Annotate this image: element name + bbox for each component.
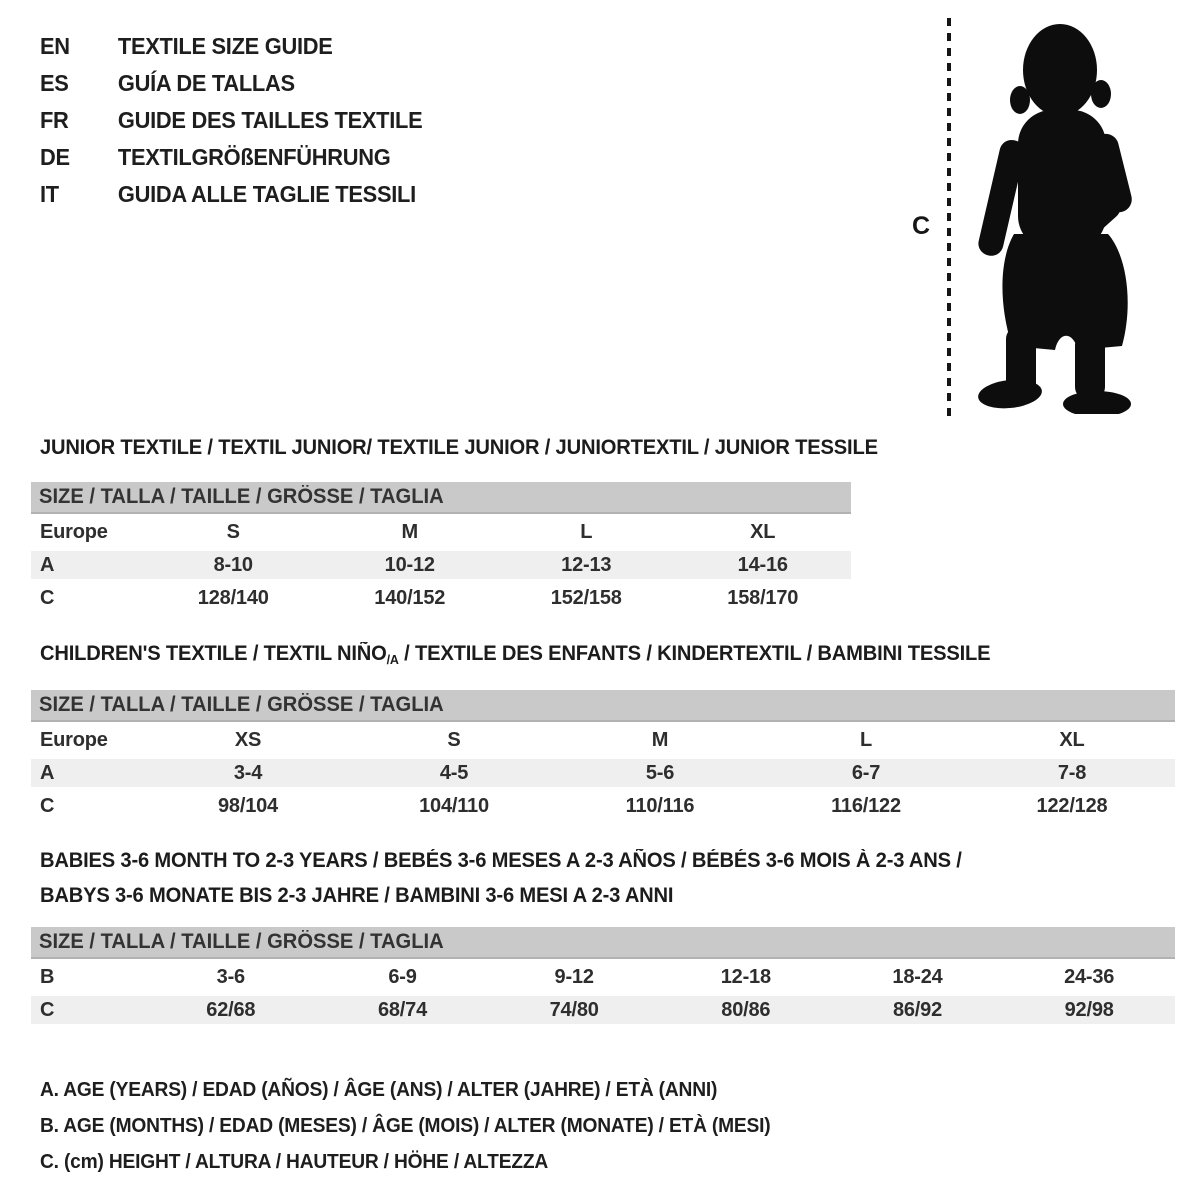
babies-section-title-line2: BABYS 3-6 MONATE BIS 2-3 JAHRE / BAMBINI 3-6 MESI A 2-3 ANNI [40, 884, 674, 907]
height-measure-dashed-line [947, 18, 951, 418]
children-row-height [31, 792, 1175, 820]
lang-row-fr [40, 102, 422, 139]
children-row-age [31, 759, 1175, 787]
months-cell: 12-18 [720, 965, 771, 988]
age-cell: 8-10 [213, 553, 253, 576]
junior-row-height [31, 584, 851, 612]
months-cell: 6-9 [388, 965, 417, 988]
height-cell: 92/98 [1064, 998, 1114, 1021]
months-cell: 24-36 [1064, 965, 1115, 988]
row-label: A [40, 761, 55, 784]
babies-size-header-bar [31, 927, 1175, 959]
height-cell: 98/104 [218, 794, 278, 817]
height-cell: 110/116 [625, 794, 695, 817]
children-title-prefix: CHILDREN'S TEXTILE / TEXTIL NIÑO [40, 642, 387, 665]
lang-title-it: GUIDA ALLE TAGLIE TESSILI [117, 181, 416, 207]
babies-size-header-text: SIZE / TALLA / TAILLE / GRÖSSE / TAGLIA [39, 930, 444, 953]
height-cell: 62/68 [206, 998, 256, 1021]
age-cell: 5-6 [645, 761, 675, 784]
babies-row-months [31, 963, 1175, 991]
lang-row-de [40, 139, 422, 176]
legend-line-c: C. (cm) HEIGHT / ALTURA / HAUTEUR / HÖHE / ALTEZZA [40, 1150, 549, 1173]
height-measure-label: C [912, 212, 931, 240]
lang-title-es: GUÍA DE TALLAS [117, 70, 295, 96]
age-cell: 7-8 [1057, 761, 1087, 784]
row-label: C [40, 586, 55, 609]
lang-code-fr: FR [40, 107, 69, 133]
lang-title-de: TEXTILGRÖßENFÜHRUNG [117, 144, 391, 170]
row-label: A [40, 553, 55, 576]
age-cell: 12-13 [561, 553, 612, 576]
row-label: C [40, 794, 55, 817]
size-cell: L [859, 728, 873, 751]
height-cell: 74/80 [549, 998, 599, 1021]
lang-code-es: ES [40, 70, 69, 96]
babies-row-height [31, 996, 1175, 1024]
junior-table [31, 518, 851, 617]
children-section-title [40, 642, 990, 667]
size-cell: XL [1059, 728, 1085, 751]
children-table [31, 726, 1175, 825]
size-cell: S [226, 520, 240, 543]
lang-row-es [40, 65, 422, 102]
size-cell: S [447, 728, 461, 751]
row-label: B [40, 965, 55, 988]
age-cell: 4-5 [439, 761, 469, 784]
lang-title-en: TEXTILE SIZE GUIDE [117, 33, 333, 59]
babies-section-title-line1: BABIES 3-6 MONTH TO 2-3 YEARS / BEBÉS 3-6 MESES A 2-3 AÑOS / BÉBÉS 3-6 MOIS À 2-3 ANS / [40, 849, 962, 872]
language-header [40, 28, 443, 213]
junior-row-europe [31, 518, 851, 546]
lang-title-fr: GUIDE DES TAILLES TEXTILE [117, 107, 423, 133]
lang-code-de: DE [40, 144, 70, 170]
size-cell: L [580, 520, 593, 543]
row-label: Europe [40, 728, 108, 751]
junior-size-header-text: SIZE / TALLA / TAILLE / GRÖSSE / TAGLIA [39, 485, 444, 508]
junior-section-title: JUNIOR TEXTILE / TEXTIL JUNIOR/ TEXTILE JUNIOR / JUNIORTEXTIL / JUNIOR TESSILE [40, 436, 878, 459]
children-size-header-text: SIZE / TALLA / TAILLE / GRÖSSE / TAGLIA [39, 693, 444, 716]
height-cell: 122/128 [1036, 794, 1108, 817]
age-cell: 3-4 [233, 761, 263, 784]
height-cell: 116/122 [831, 794, 901, 817]
months-cell: 18-24 [892, 965, 943, 988]
lang-code-en: EN [40, 33, 70, 59]
toddler-silhouette [962, 14, 1140, 414]
legend-line-b: B. AGE (MONTHS) / EDAD (MESES) / ÂGE (MOIS) / ALTER (MONATE) / ETÀ (MESI) [40, 1114, 771, 1137]
legend [40, 1072, 801, 1180]
size-cell: XL [750, 520, 776, 543]
size-cell: M [401, 520, 418, 543]
lang-code-it: IT [40, 181, 59, 207]
size-cell: M [651, 728, 669, 751]
lang-row-it [40, 176, 422, 213]
height-cell: 68/74 [377, 998, 428, 1021]
height-cell: 152/158 [550, 586, 622, 609]
height-cell: 140/152 [374, 586, 446, 609]
age-cell: 10-12 [384, 553, 435, 576]
junior-size-header-bar [31, 482, 851, 514]
height-cell: 128/140 [197, 586, 269, 609]
months-cell: 9-12 [554, 965, 594, 988]
size-cell: XS [234, 728, 262, 751]
age-cell: 6-7 [851, 761, 881, 784]
children-row-europe [31, 726, 1175, 754]
children-title-suffix: / TEXTILE DES ENFANTS / KINDERTEXTIL / BAMBINI TESSILE [398, 642, 991, 665]
row-label: Europe [40, 520, 108, 543]
height-cell: 86/92 [892, 998, 943, 1021]
children-title-subscript: /A [386, 652, 399, 667]
legend-line-a: A. AGE (YEARS) / EDAD (AÑOS) / ÂGE (ANS) / ALTER (JAHRE) / ETÀ (ANNI) [40, 1078, 718, 1101]
height-cell: 80/86 [721, 998, 771, 1021]
babies-table [31, 963, 1175, 1029]
children-size-header-bar [31, 690, 1175, 722]
junior-row-age [31, 551, 851, 579]
height-cell: 158/170 [727, 586, 799, 609]
age-cell: 14-16 [737, 553, 788, 576]
height-cell: 104/110 [419, 794, 489, 817]
months-cell: 3-6 [216, 965, 245, 988]
lang-row-en [40, 28, 422, 65]
row-label: C [40, 998, 55, 1021]
